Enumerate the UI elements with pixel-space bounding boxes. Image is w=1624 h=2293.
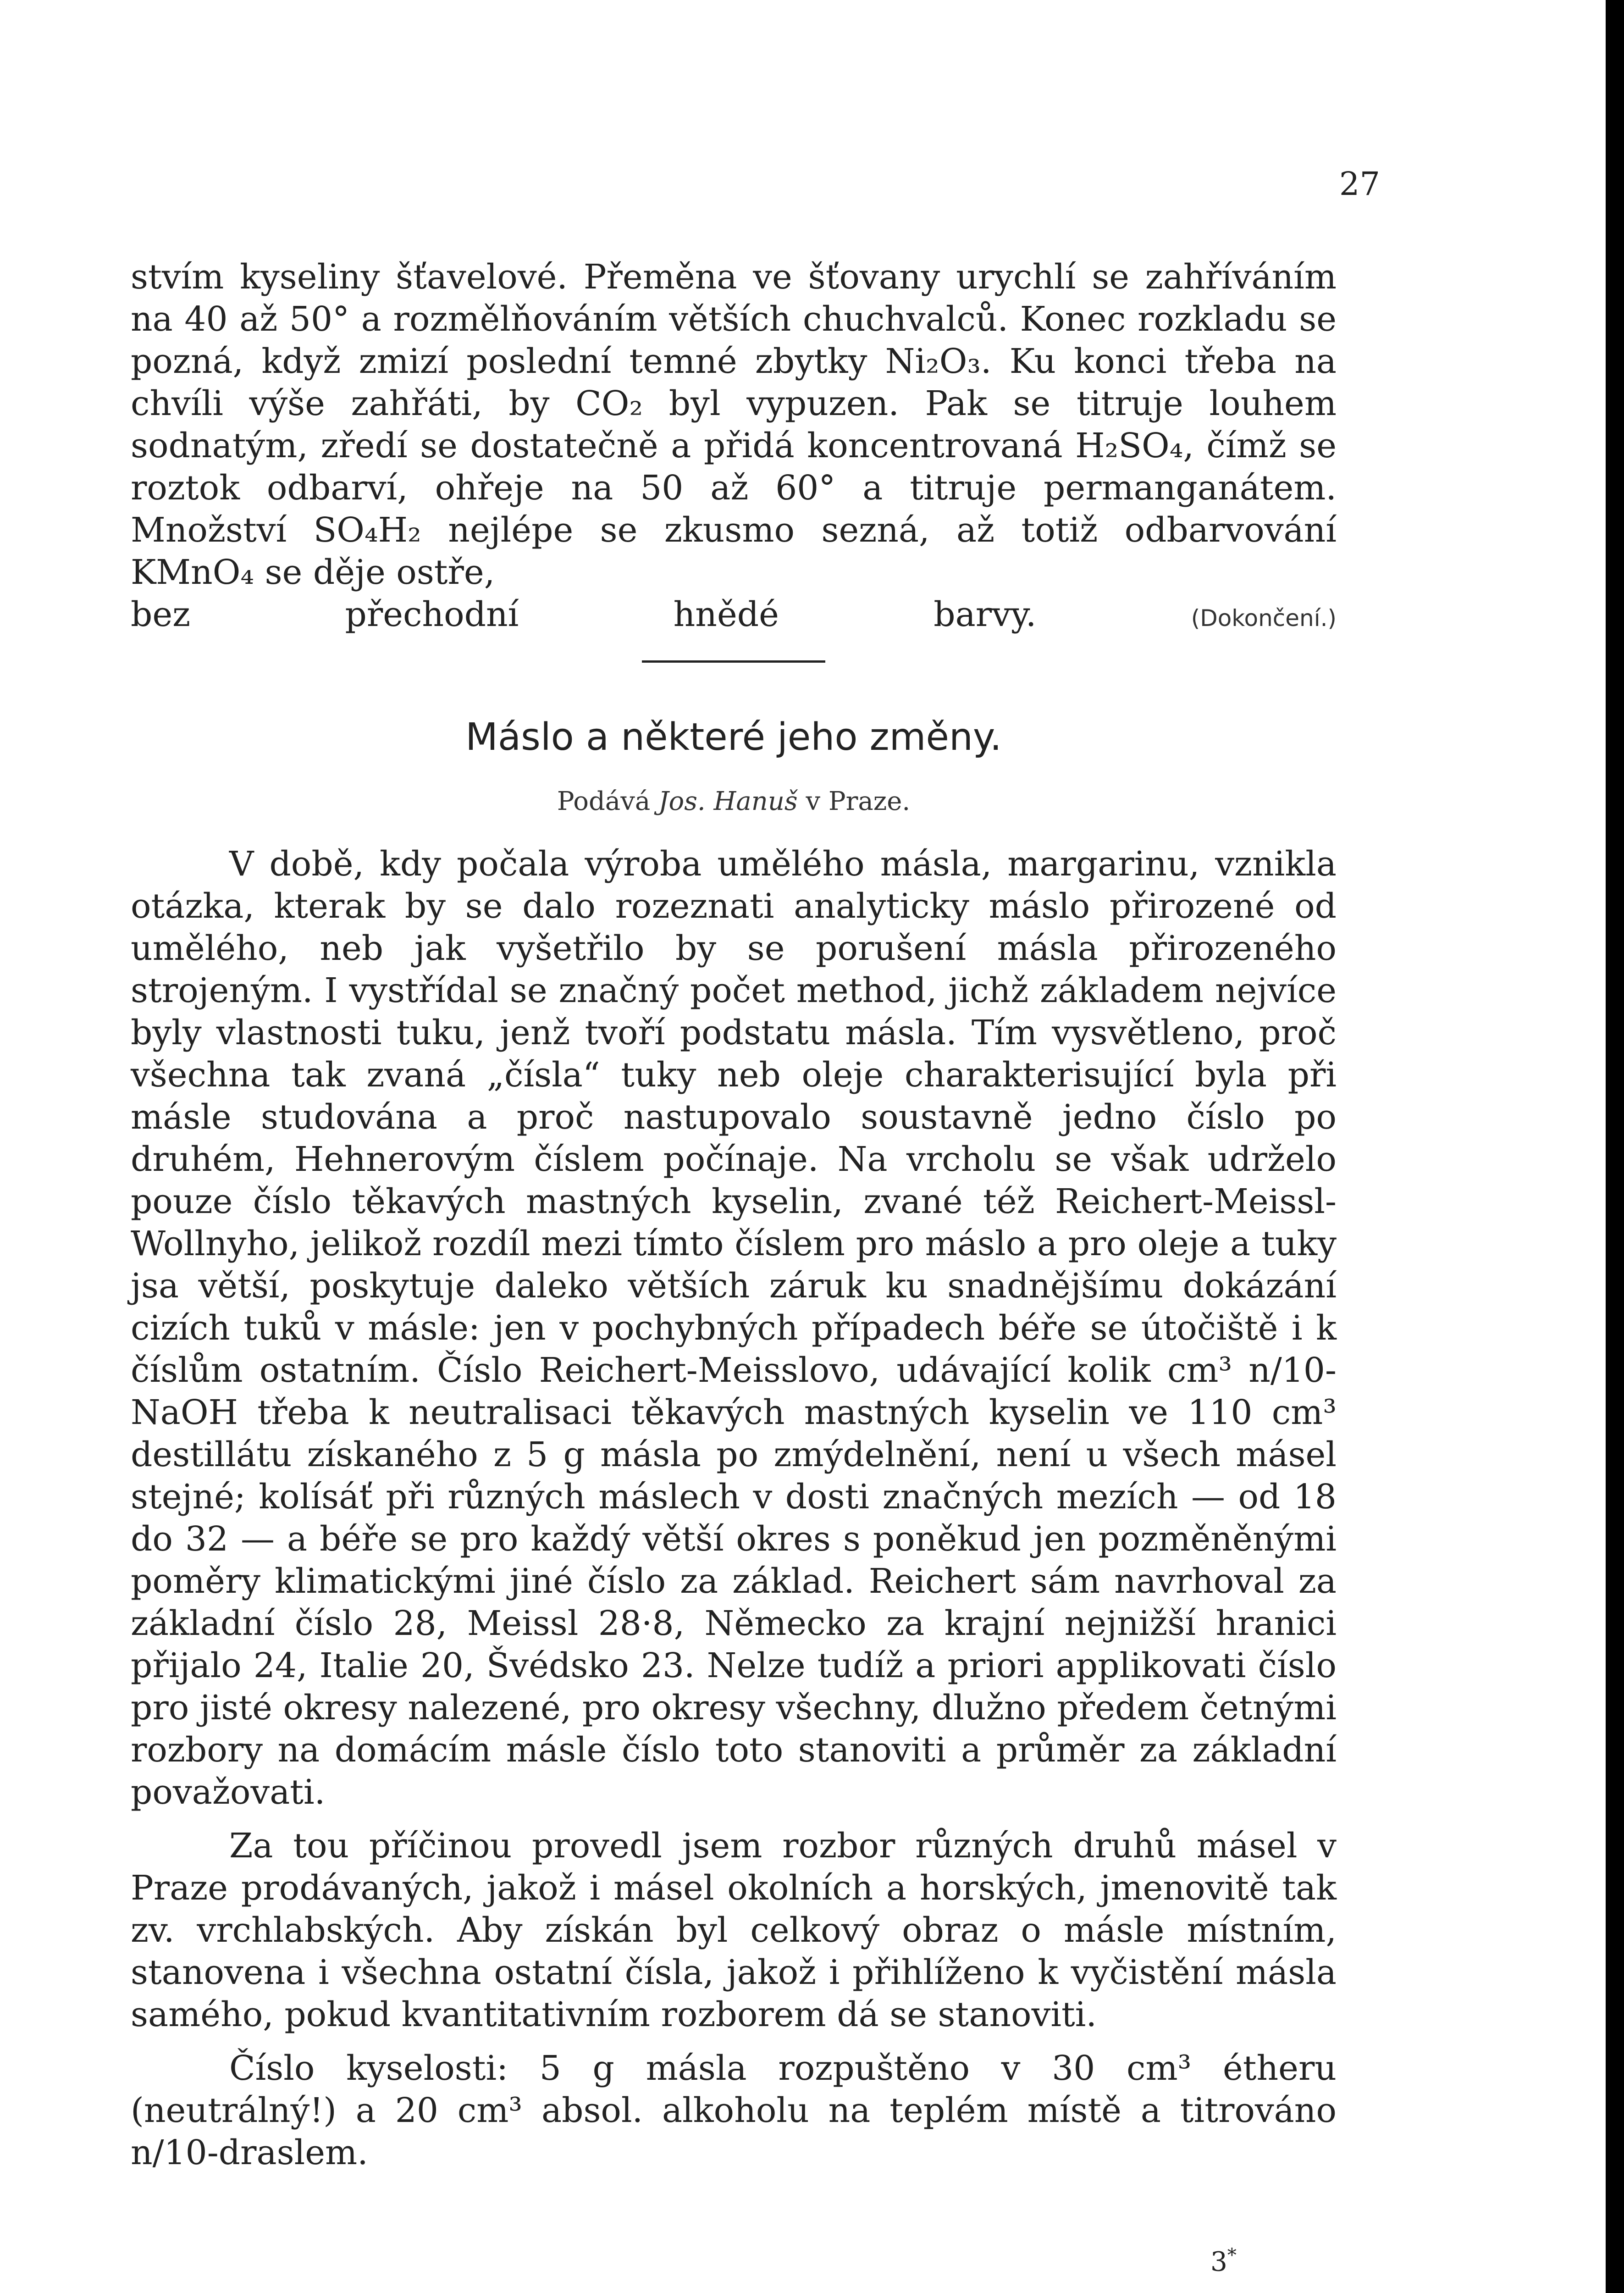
article-paragraph-2: Za tou příčinou provedl jsem rozbor různých druhů másel v Praze prodávaných, jakož i másel okolních a horských, jmenovitě tak zv. vrchlabských. Aby získán byl celkový obraz o másle místním, stanovena i všechna ostatní čísla, jakož i přihlíženo k vyčistění másla samého, pokud kvantitativním rozborem dá se stanoviti. [131, 1826, 1337, 2034]
byline-prefix: Podává [557, 786, 651, 816]
previous-article-last-line: bez přechodní hnědé barvy. [131, 595, 1037, 634]
scan-border-right [1606, 0, 1624, 2293]
byline-suffix: v Praze. [806, 786, 911, 816]
article-paragraph-3: Číslo kyselosti: 5 g másla rozpuštěno v 30 cm³ étheru (neutrálný!) a 20 cm³ absol. alkoholu na teplém místě a titrováno n/10-draslem. [131, 2049, 1337, 2172]
previous-article-ending [131, 256, 1337, 639]
article-paragraph-1: V době, kdy počala výroba umělého másla, margarinu, vznikla otázka, kterak by se dalo rozeznati analyticky máslo přirozené od umělého, neb jak vyšetřilo by se porušení másla přirozeného strojeným. I vystřídal se značný počet method, jichž základem nejvíce byly vlastnosti tuku, jenž tvoří podstatu másla. Tím vysvětleno, proč všechna tak zvaná „čísla“ tuky neb oleje charakterisující byla při másle studována a proč nastupovalo soustavně jedno číslo po druhém, Hehnerovým číslem počínaje. Na vrcholu se však udrželo pouze číslo těkavých mastných kyselin, zvané též Reichert-Meissl-Wollnyho, jelikož rozdíl mezi tímto číslem pro máslo a pro oleje a tuky jsa větší, poskytuje daleko větších záruk ku snadnějšímu dokázání cizích tuků v másle: jen v pochybných případech béře se útočiště i k číslům ostatním. Číslo Reichert-Meisslovo, udávající kolik cm³ n/10-NaOH třeba k neutralisaci těkavých mastných kyselin ve 110 cm³ destillátu získaného z 5 g másla po zmýdelnění, není u všech másel stejné; kolísáť při různých máslech v dosti značných mezích — od 18 do 32 — a béře se pro každý větší okres s poněkud jen pozměněnými poměry klimatickými jiné číslo za základ. Reichert sám navrhoval za základní číslo 28, Meissl 28·8, Německo za krajní nejnižší hranici přijalo 24, Italie 20, Švédsko 23. Nelze tudíž a priori applikovati číslo pro jisté okresy nalezené, pro okresy všechny, dlužno předem četnými rozbory na domácím másle číslo toto stanoviti a průměr za základní považovati. [131, 844, 1337, 1812]
printer-signature-mark [1210, 2245, 1237, 2277]
byline [131, 786, 1337, 816]
author-name: Jos. Hanuš [658, 786, 798, 816]
signature-number: 3 [1210, 2246, 1227, 2277]
article-title: Máslo a některé jeho změny. [465, 715, 1002, 759]
previous-article-closing-line [131, 593, 1337, 639]
article-body [131, 843, 1337, 2174]
signature-asterisk: * [1227, 2245, 1237, 2266]
continuation-note: (Dokončení.) [1191, 605, 1337, 631]
previous-article-paragraph: stvím kyseliny šťavelové. Přeměna ve šťovany urychlí se zahříváním na 40 až 50° a rozmělňováním větších chuchvalců. Konec rozkladu se pozná, když zmizí poslední temné zbytky Ni₂O₃. Ku konci třeba na chvíli výše zahřáti, by CO₂ byl vypuzen. Pak se titruje louhem sodnatým, zředí se dostatečně a přidá koncentrovaná H₂SO₄, čímž se roztok odbarví, ohřeje na 50 až 60° a titruje permanganátem. Množství SO₄H₂ nejlépe se zkusmo sezná, až totiž odbarvování KMnO₄ se děje ostře, [131, 257, 1337, 592]
section-separator [642, 660, 825, 663]
page-number: 27 [1339, 165, 1380, 203]
